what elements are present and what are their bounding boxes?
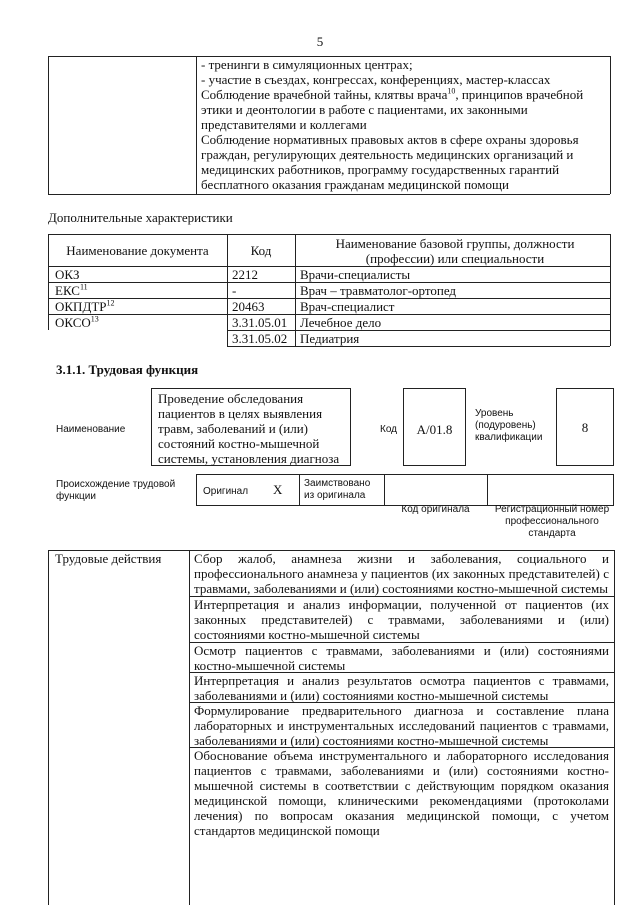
section-heading: Дополнительные характеристики <box>48 210 233 225</box>
action-item: Интерпретация и анализ результатов осмотра пациентов с травмами, заболеваниями и (или) состояниями костно-мышечной системы <box>194 673 609 703</box>
header-document: Наименование документа <box>66 243 209 258</box>
action-item: Формулирование предварительного диагноза и составление плана лабораторных и инструментальных исследований пациентов с травмами, заболеваниями и (или) состояниями костно-мышечной системы <box>194 703 609 748</box>
row-code: 2212 <box>232 267 258 282</box>
action-item: Сбор жалоб, анамнеза жизни и заболевания, социального и профессионального анамнеза у пациентов (их законных представителей) с травмами, заболеваниями и (или) состояниями костно-мышечной системы <box>194 551 609 596</box>
footnote-mark: 12 <box>106 298 115 308</box>
function-name: Проведение обследования пациентов в целях выявления травм, заболеваний и (или) состояний костно-мышечной системы, установления диагноза <box>158 391 340 466</box>
row-doc: ОКСО$^{13}$ <box>55 314 99 330</box>
text-line: Соблюдение нормативных правовых актов в сфере охраны здоровья граждан, регулирующих деятельность медицинских организаций и медицинских работников, программу государственных гарантий бесплатного оказания гражданам медицинской помощи <box>201 132 579 192</box>
rule <box>227 346 610 347</box>
level-label: Уровень (подуровень) квалификации <box>475 408 543 443</box>
footnote-mark: 10 <box>447 86 456 96</box>
row-name: Педиатрия <box>300 331 360 346</box>
borrowed-label: Заимствовано из оригинала <box>304 478 371 501</box>
rule <box>487 474 488 506</box>
origin-label: Происхождение трудовой функции <box>56 479 176 502</box>
top-cell-text <box>201 57 605 192</box>
level-box <box>556 388 614 466</box>
row-doc: ОКЗ <box>55 267 80 282</box>
row-code: - <box>232 283 237 298</box>
text-line: Соблюдение врачебной тайны, клятвы врача$^{10}$, принципов врачебной этики и деонтологии в работе с пациентами, их законными представителями и коллегами <box>201 86 584 132</box>
origin-box <box>196 474 614 506</box>
text-line: - тренинги в симуляционных центрах; <box>201 57 413 72</box>
code-original-caption: Код оригинала <box>401 504 470 515</box>
row-doc: ЕКС$^{11}$ <box>55 282 88 298</box>
action-item: Обоснование объема инструментального и лабораторного исследования пациентов с травмами, заболеваниями и (или) состояниями костно-мышечной системы в соответствии с действующим порядком оказания медицинской помощи, клиническими рекомендациями (протоколами лечения) по вопросам оказания медицинской помощи, с учетом стандартов медицинской помощи <box>194 748 609 838</box>
text-line: - участие в съездах, конгрессах, конференциях, мастер-классах <box>201 72 551 87</box>
rule <box>614 550 615 905</box>
header-name: Наименование базовой группы, должности (профессии) или специальности <box>335 236 575 266</box>
action-item: Интерпретация и анализ информации, полученной от пациентов (их законных представителей) с травмами, заболеваниями и (или) состояниями костно-мышечной системы <box>194 597 609 642</box>
action-item: Осмотр пациентов с травмами, заболеваниями и (или) состояниями костно-мышечной системы <box>194 643 609 673</box>
rule <box>299 474 300 506</box>
table-border-right <box>610 56 611 194</box>
code-box <box>403 388 466 466</box>
row-name: Врачи-специалисты <box>300 267 411 282</box>
row-code: 3.31.05.01 <box>232 315 288 330</box>
rule <box>48 550 49 905</box>
name-label: Наименование <box>56 424 126 435</box>
table-border-bottom <box>48 194 610 195</box>
row-doc: ОКПДТР$^{12}$ <box>55 298 115 314</box>
row-name: Лечебное дело <box>300 315 382 330</box>
rule <box>384 474 385 506</box>
table-border-left <box>48 56 49 194</box>
row-name: Врач – травматолог-ортопед <box>300 283 457 298</box>
row-code: 20463 <box>232 299 265 314</box>
rule <box>48 234 610 235</box>
footnote-mark: 11 <box>79 282 88 292</box>
original-label: Оригинал <box>203 486 249 497</box>
rule <box>189 550 190 905</box>
name-box <box>151 388 351 466</box>
function-code: A/01.8 <box>416 422 453 437</box>
function-level: 8 <box>581 420 589 435</box>
reg-number-caption: Регистрационный номер профессионального стандарта <box>494 504 610 539</box>
code-label: Код <box>380 424 398 435</box>
footnote-mark: 13 <box>90 314 99 324</box>
header-code: Код <box>250 243 272 258</box>
row-name: Врач-специалист <box>300 299 395 314</box>
actions-label: Трудовые действия <box>55 551 162 566</box>
rule <box>610 234 611 346</box>
function-heading: 3.1.1. Трудовая функция <box>56 362 199 377</box>
original-mark[interactable]: X <box>273 482 283 497</box>
row-code: 3.31.05.02 <box>232 331 288 346</box>
page-number: 5 <box>316 34 324 49</box>
table-divider <box>196 56 197 194</box>
rule <box>295 234 296 346</box>
